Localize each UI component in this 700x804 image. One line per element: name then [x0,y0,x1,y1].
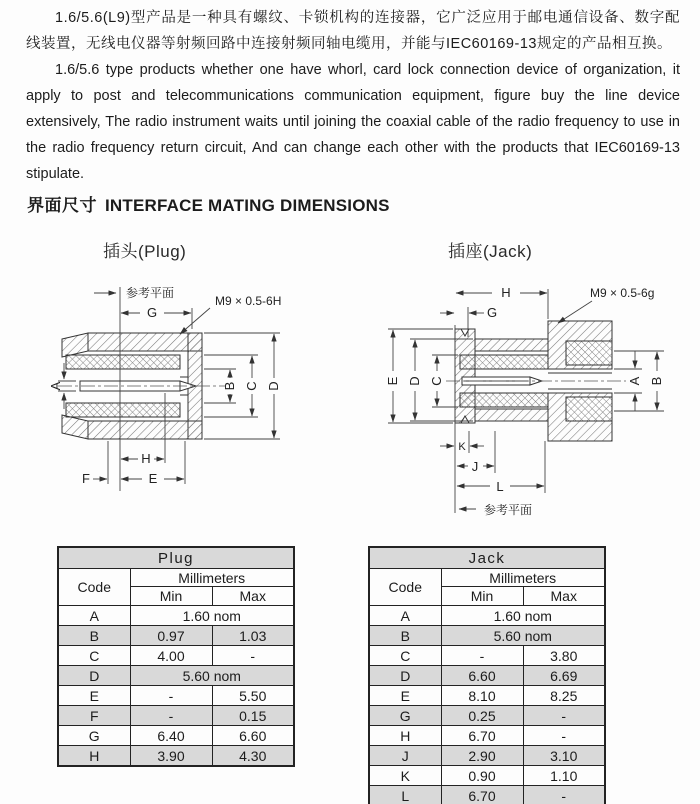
min-value-cell: 0.25 [441,706,523,726]
table-row [369,786,605,804]
intro-paragraph-en: 1.6/5.6 type products whether one have whorl, card lock connection device of organization, it apply to post and telecommunications communication equipment, figure buy the line device extensively, The radio instrument waits until joining the coaxial cable of the radio frequency to use in the radio frequency return circuit, And can change each other with the products that IEC60169-13 stipulate. [26,62,680,182]
plug-max-header: Max [212,587,294,606]
max-value-cell: 6.60 [212,726,294,746]
max-value-cell: - [523,786,605,804]
max-value-cell: 1.10 [523,766,605,786]
nominal-value-cell: 1.60 nom [130,606,294,626]
table-row [369,606,605,626]
max-value-cell: 6.69 [523,666,605,686]
jack-table-body [369,606,605,804]
plug-dim-g-label: G [146,305,158,320]
code-cell: F [58,706,130,726]
jack-diagram [380,281,700,549]
table-row [58,666,294,686]
table-row [58,706,294,726]
code-cell: E [58,686,130,706]
jack-dim-g-label: G [486,305,498,320]
jack-dim-h-label: H [501,285,511,300]
min-value-cell: - [130,686,212,706]
max-value-cell: 4.30 [212,746,294,767]
table-row [58,726,294,746]
plug-unit-header: Millimeters [130,569,294,587]
jack-dim-d-label: D [407,376,422,386]
jack-dim-e-label: E [385,376,400,386]
code-cell: E [369,686,441,706]
code-cell: C [369,646,441,666]
min-value-cell: 6.70 [441,726,523,746]
plug-table-title: Plug [58,547,294,569]
nominal-value-cell: 5.60 nom [441,626,605,646]
code-cell: H [369,726,441,746]
max-value-cell: 0.15 [212,706,294,726]
plug-min-header: Min [130,587,212,606]
jack-table [368,546,606,804]
min-value-cell: 2.90 [441,746,523,766]
jack-dim-j-label: J [471,459,479,474]
min-value-cell: 6.40 [130,726,212,746]
code-cell: G [369,706,441,726]
table-row [369,746,605,766]
jack-dim-l-label: L [496,479,504,494]
max-value-cell: 3.80 [523,646,605,666]
table-row [369,686,605,706]
table-row [58,686,294,706]
code-cell: A [58,606,130,626]
code-cell: K [369,766,441,786]
min-value-cell: 6.70 [441,786,523,804]
table-row [369,726,605,746]
plug-table [57,546,295,767]
table-row [369,646,605,666]
jack-thread-label: M9 × 0.5-6g [590,286,655,300]
plug-thread-label: M9 × 0.5-6H [215,294,282,308]
table-row [58,646,294,666]
section-title-en: INTERFACE MATING DIMENSIONS [105,196,390,215]
code-cell: B [369,626,441,646]
plug-figure-title: 插头(Plug) [103,242,187,261]
plug-dim-b-label: B [222,381,237,391]
max-value-cell: 1.03 [212,626,294,646]
intro-paragraph-zh: 1.6/5.6(L9)型产品是一种具有螺纹、卡锁机构的连接器，它广泛应用于邮电通信设备、数字配线装置，无线电仪器等射频回路中连接射频同轴电缆用，并能与IEC60169-13规定的产品相互换。 [26,10,680,52]
plug-diagram [30,281,350,536]
code-cell: H [58,746,130,767]
plug-code-header: Code [58,569,130,606]
table-row [369,666,605,686]
code-cell: A [369,606,441,626]
section-title-zh: 界面尺寸 [27,196,97,215]
code-cell: C [58,646,130,666]
max-value-cell: 8.25 [523,686,605,706]
code-cell: D [58,666,130,686]
plug-dim-e-label: E [148,471,158,486]
min-value-cell: 8.10 [441,686,523,706]
code-cell: J [369,746,441,766]
min-value-cell: 0.90 [441,766,523,786]
table-row [369,766,605,786]
jack-figure-title: 插座(Jack) [448,242,533,261]
max-value-cell: 3.10 [523,746,605,766]
plug-dim-a-label: A [48,381,63,391]
plug-ref-plane-label: 参考平面 [126,286,175,300]
plug-table-body [58,606,294,767]
min-value-cell: 4.00 [130,646,212,666]
plug-dim-d-label: D [266,381,281,391]
jack-dim-k-label: K [458,441,466,453]
nominal-value-cell: 1.60 nom [441,606,605,626]
max-value-cell: - [523,706,605,726]
jack-dim-b-label: B [649,376,664,386]
plug-dim-c-label: C [244,381,259,391]
min-value-cell: 6.60 [441,666,523,686]
table-row [58,606,294,626]
jack-max-header: Max [523,587,605,606]
jack-unit-header: Millimeters [441,569,605,587]
jack-code-header: Code [369,569,441,606]
max-value-cell: - [212,646,294,666]
min-value-cell: 3.90 [130,746,212,767]
jack-dim-a-label: A [627,376,642,386]
table-row [369,626,605,646]
nominal-value-cell: 5.60 nom [130,666,294,686]
code-cell: L [369,786,441,804]
min-value-cell: 0.97 [130,626,212,646]
plug-dim-h-label: H [141,451,151,466]
table-row [58,626,294,646]
code-cell: D [369,666,441,686]
jack-min-header: Min [441,587,523,606]
intro-text [26,5,680,187]
jack-table-title: Jack [369,547,605,569]
code-cell: G [58,726,130,746]
table-row [58,746,294,767]
section-title [27,191,390,216]
max-value-cell: 5.50 [212,686,294,706]
jack-dim-c-label: C [429,376,444,386]
max-value-cell: - [523,726,605,746]
min-value-cell: - [441,646,523,666]
jack-ref-plane-label: 参考平面 [484,503,533,517]
code-cell: B [58,626,130,646]
min-value-cell: - [130,706,212,726]
table-row [369,706,605,726]
plug-dim-f-label: F [82,471,90,486]
